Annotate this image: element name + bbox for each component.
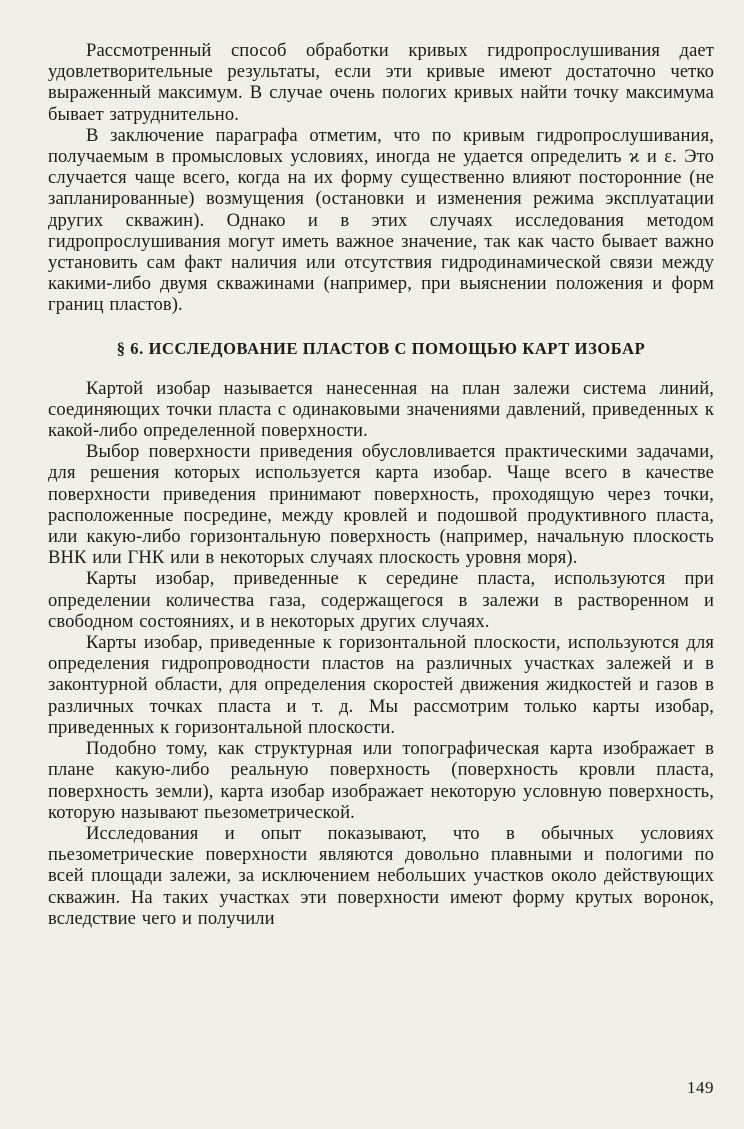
paragraph-horizontal-maps: Карты изобар, приведенные к горизонтальной плоскости, используются для определения гидропроводности пластов на различных участках залежей и в законтурной области, для определения скоростей движения жидкостей и газов в различных точках пласта и т. д. Мы рассмотрим только карты изобар, приведенных к горизонтальной плоскости. <box>48 632 714 738</box>
paragraph-research-experience: Исследования и опыт показывают, что в обычных условиях пьезометрические поверхности являются довольно плавными и пологими по всей площади залежи, за исключением небольших участков около действующих скважин. На таких участках эти поверхности имеют форму крутых воронок, вследствие чего и получили <box>48 822 714 929</box>
paragraph-reference-surface: Выбор поверхности приведения обусловливается практическими задачами, для решения которых используется карта изобар. Чаще всего в качестве поверхности приведения принимают поверхность, проходящую через точки, расположенные посредине, между кровлей и подошвой продуктивного пласта, или какую-либо горизонтальную поверхность (например, начальную плоскость ВНК или ГНК или в некоторых случаях плоскость уровня моря). <box>48 441 714 569</box>
page-number: 149 <box>687 1078 714 1097</box>
paragraph-piezometric-surface: Подобно тому, как структурная или топографическая карта изображает в плане какую-либо реальную поверхность (поверхность кровли пласта, поверхность земли), карта изобар изображает некоторую условную поверхность, которую называют пьезометрической. <box>48 738 714 823</box>
paragraph-method-results: Рассмотренный способ обработки кривых гидропрослушивания дает удовлетворительные результаты, если эти кривые имеют достаточно четко выраженный максимум. В случае очень пологих кривых найти точку максимума бывает затруднительно. <box>48 40 714 125</box>
paragraph-conclusion: В заключение параграфа отметим, что по кривым гидропрослушивания, получаемым в промысловых условиях, иногда не удается определить ϰ и ε. Это случается чаще всего, когда на их форму существенно влияют посторонние (не запланированные) возмущения (остановки и изменения режима эксплуатации других скважин). Однако и в этих случаях исследования методом гидропрослушивания могут иметь важное значение, так как часто бывает важно установить сам факт наличия или отсутствия гидродинамической связи между какими-либо двумя скважинами (например, при выяснении положения и форм границ пластов). <box>48 124 714 316</box>
paragraph-isobar-definition: Картой изобар называется нанесенная на план залежи система линий, соединяющих точки пласта с одинаковыми значениями давлений, приведенных к какой-либо определенной поверхности. <box>48 377 714 442</box>
section-heading: § 6. ИССЛЕДОВАНИЕ ПЛАСТОВ С ПОМОЩЬЮ КАРТ ИЗОБАР <box>116 338 646 358</box>
paragraph-mid-layer-maps: Карты изобар, приведенные к середине пласта, используются при определении количества газа, содержащегося в залежи в растворенном и свободном состояниях, и в некоторых других случаях. <box>48 568 714 632</box>
